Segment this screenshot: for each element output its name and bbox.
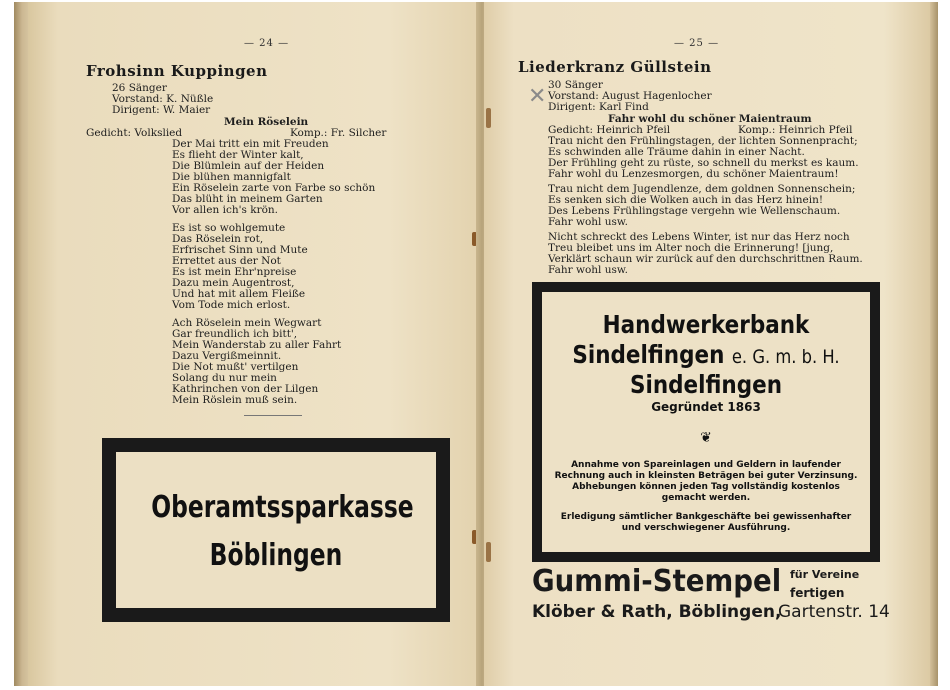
advert-text-line: gemacht werden. (661, 493, 751, 503)
right-page (484, 2, 930, 686)
choir-conductor: Dirigent: W. Maier (112, 104, 211, 116)
lyric-line: Vom Tode mich erlost. (172, 299, 291, 311)
lyric-line: Fahr wohl du Lenzesmorgen, du schöner Maientraum! (548, 168, 839, 180)
lyric-line: Errettet aus der Not (172, 255, 281, 267)
advert-text-line: Annahme von Spareinlagen und Geldern in laufender (571, 460, 841, 470)
advert-closing (548, 512, 864, 534)
lyric-line: Des Lebens Frühlingstage vergehn wie Wellenschaum. (548, 205, 841, 217)
lyric-line: Es ist so wohlgemute (172, 222, 286, 234)
advert-services (548, 460, 864, 504)
stamp-advert-title: Gummi-Stempel (532, 564, 782, 599)
lyric-line: Ein Röselein zarte von Farbe so schön (172, 182, 376, 194)
lyric-line: Fahr wohl usw. (548, 264, 628, 276)
advert-text-line: Rechnung auch in kleinsten Beträgen bei guter Verzinsung. (554, 471, 858, 481)
lyric-line: Solang du nur mein (172, 372, 277, 384)
lyricist-credit: Gedicht: Heinrich Pfeil (548, 124, 671, 136)
advert-town: Böblingen (209, 538, 343, 573)
lyric-line: Mein Röslein muß sein. (172, 394, 298, 406)
stamp-advert-address: Gartenstr. 14 (778, 602, 890, 622)
lyric-line: Das Röselein rot, (172, 233, 264, 245)
lyric-line: Es senken sich die Wolken auch in das Herz hinein! (548, 194, 824, 206)
page-number: — 25 — (674, 38, 720, 49)
lyric-line: Die Not mußt' vertilgen (172, 361, 299, 373)
lyric-line: Verklärt schaun wir zurück auf den durchschrittnen Raum. (548, 253, 863, 265)
lyric-line: Ach Röselein mein Wegwart (172, 317, 322, 329)
ornament-icon: ❦ (700, 430, 712, 446)
lyric-line: Der Mai tritt ein mit Freuden (172, 138, 329, 150)
bank-town: Sindelfingen (572, 340, 725, 369)
founded-year: Gegründet 1863 (651, 400, 761, 414)
stamp-advert-makes: fertigen (790, 586, 845, 600)
advert-title: Oberamtssparkasse (151, 490, 414, 525)
booklet-right-edge (930, 2, 938, 686)
composer-credit: Komp.: Fr. Silcher (290, 127, 387, 139)
lyric-line: Und hat mit allem Fleiße (172, 288, 306, 300)
advert-panel (541, 291, 871, 553)
choir-conductor: Dirigent: Karl Find (548, 101, 649, 113)
lyric-line: Dazu Vergißmeinnit. (172, 350, 282, 362)
lyric-line: Die blühen mannigfalt (172, 171, 291, 183)
lyric-line: Das blüht in meinem Garten (172, 193, 323, 205)
section-divider (244, 415, 302, 416)
lyric-line: Erfrischet Sinn und Mute (172, 244, 308, 256)
lyric-line: Mein Wanderstab zu aller Fahrt (172, 339, 342, 351)
lyric-line: Gar freundlich ich bitt', (172, 328, 298, 340)
open-booklet (14, 2, 922, 686)
page-number: — 24 — (244, 38, 290, 49)
choir-size: 30 Sänger (548, 79, 603, 91)
lyric-line: Trau nicht dem Jugendlenze, dem goldnen Sonnenschein; (548, 183, 856, 195)
choir-chairman: Vorstand: August Hagenlocher (548, 90, 712, 102)
advert-panel (116, 452, 436, 608)
savings-bank-advert (102, 438, 450, 622)
lyric-line: Trau nicht den Frühlingstagen, der lichten Sonnenpracht; (548, 135, 858, 147)
lyric-line: Die Blümlein auf der Heiden (172, 160, 325, 172)
craftsmen-bank-advert (532, 282, 880, 562)
lyric-line: Treu bleibet uns im Alter noch die Erinnerung! [jung, (548, 242, 834, 254)
advert-text-line: und verschwiegener Ausführung. (621, 523, 791, 533)
choir-heading: Frohsinn Kuppingen (86, 62, 268, 80)
lyric-line: Fahr wohl usw. (548, 216, 628, 228)
lyric-line: Vor allen ich's krön. (172, 204, 279, 216)
staple-mark (486, 108, 491, 128)
choir-chairman: Vorstand: K. Nüßle (112, 93, 214, 105)
choir-heading: Liederkranz Güllstein (518, 58, 712, 76)
bank-name: Handwerkerbank (602, 310, 810, 339)
stamp-advert-clubs: für Vereine (790, 568, 860, 581)
pencil-x-mark: ✕ (528, 84, 547, 109)
song-title: Fahr wohl du schöner Maientraum (608, 113, 812, 125)
bank-location-line (565, 340, 847, 369)
lyric-line: Es schwinden alle Träume dahin in einer Nacht. (548, 146, 805, 158)
choir-size: 26 Sänger (112, 82, 167, 94)
advert-text-line: Erledigung sämtlicher Bankgeschäfte bei gewissenhafter (560, 512, 852, 522)
lyric-line: Nicht schreckt des Lebens Winter, ist nur das Herz noch (548, 231, 850, 243)
bank-seat: Sindelfingen (629, 370, 783, 399)
lyric-line: Dazu mein Augentrost, (172, 277, 295, 289)
lyric-line: Es flieht der Winter kalt, (172, 149, 304, 161)
lyric-line: Der Frühling geht zu rüste, so schnell du merkst es kaum. (548, 157, 859, 169)
song-title: Mein Röselein (224, 116, 309, 128)
advert-text-line: Abhebungen können jeden Tag vollständig kostenlos (572, 482, 840, 492)
lyric-line: Es ist mein Ehr'npreise (172, 266, 297, 278)
composer-credit: Komp.: Heinrich Pfeil (738, 124, 853, 136)
lyricist-credit: Gedicht: Volkslied (86, 127, 183, 139)
left-page (28, 2, 480, 686)
stamp-advert-maker: Klöber & Rath, Böblingen, (532, 602, 782, 622)
bank-legal-form: e. G. m. b. H. (731, 346, 840, 368)
staple-mark (486, 542, 491, 562)
lyric-line: Kathrinchen von der Lilgen (172, 383, 319, 395)
